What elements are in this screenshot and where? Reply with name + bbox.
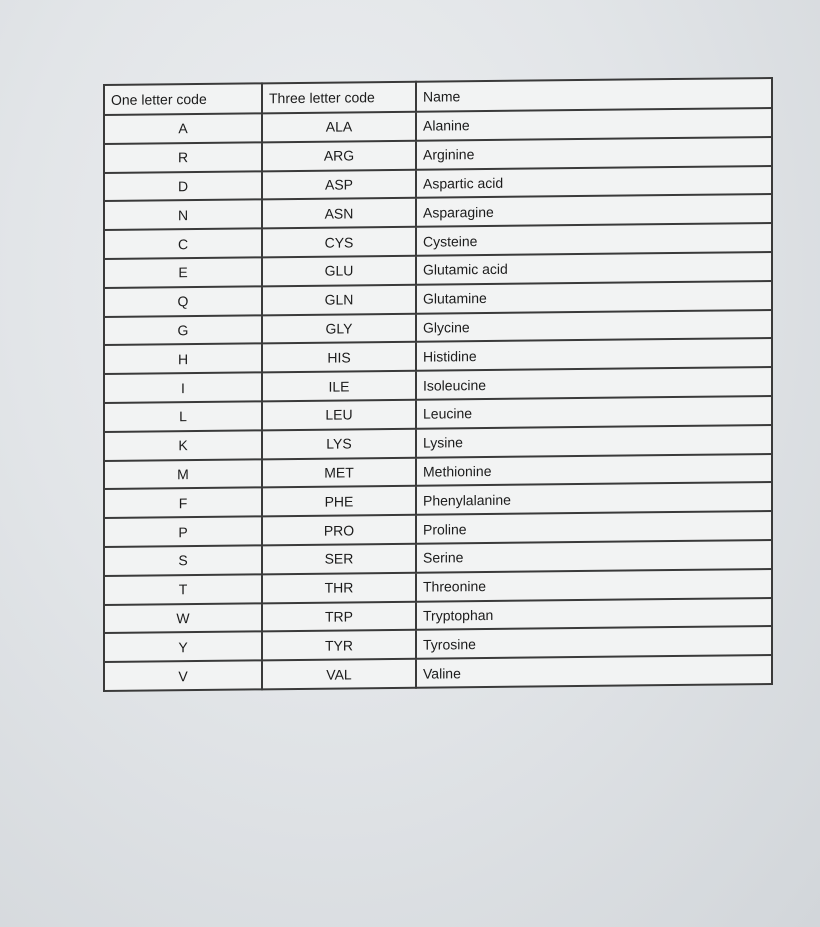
cell-three-letter-code: PRO [262, 515, 416, 545]
cell-three-letter-code: THR [262, 572, 416, 602]
cell-three-letter-code: CYS [262, 227, 416, 257]
amino-acid-table-container [103, 77, 773, 692]
cell-three-letter-code: TRP [262, 601, 416, 631]
cell-one-letter-code: Q [104, 286, 262, 316]
cell-name: Alanine [416, 108, 772, 141]
cell-one-letter-code: C [104, 229, 262, 259]
cell-three-letter-code: GLU [262, 256, 416, 286]
cell-three-letter-code: ILE [262, 371, 416, 401]
cell-name: Glutamic acid [416, 252, 772, 285]
amino-acid-table [103, 77, 773, 692]
cell-name: Serine [416, 540, 772, 573]
cell-three-letter-code: ASN [262, 198, 416, 228]
cell-one-letter-code: T [104, 574, 262, 604]
cell-one-letter-code: K [104, 430, 262, 460]
cell-three-letter-code: ASP [262, 169, 416, 199]
cell-three-letter-code: ALA [262, 112, 416, 142]
cell-one-letter-code: R [104, 142, 262, 172]
cell-one-letter-code: W [104, 603, 262, 633]
cell-one-letter-code: N [104, 200, 262, 230]
cell-one-letter-code: E [104, 257, 262, 287]
header-name: Name [416, 78, 772, 112]
cell-three-letter-code: MET [262, 457, 416, 487]
cell-one-letter-code: A [104, 113, 262, 143]
cell-one-letter-code: I [104, 373, 262, 403]
cell-three-letter-code: GLN [262, 285, 416, 315]
cell-name: Proline [416, 511, 772, 544]
cell-three-letter-code: PHE [262, 486, 416, 516]
cell-name: Phenylalanine [416, 482, 772, 515]
cell-name: Tyrosine [416, 626, 772, 659]
cell-three-letter-code: SER [262, 544, 416, 574]
cell-name: Aspartic acid [416, 166, 772, 199]
cell-one-letter-code: F [104, 488, 262, 518]
cell-one-letter-code: H [104, 344, 262, 374]
cell-one-letter-code: S [104, 545, 262, 575]
cell-three-letter-code: GLY [262, 313, 416, 343]
cell-name: Histidine [416, 338, 772, 371]
cell-name: Tryptophan [416, 598, 772, 631]
cell-three-letter-code: HIS [262, 342, 416, 372]
cell-three-letter-code: LEU [262, 400, 416, 430]
cell-name: Cysteine [416, 223, 772, 256]
cell-one-letter-code: G [104, 315, 262, 345]
cell-name: Lysine [416, 425, 772, 458]
cell-name: Valine [416, 655, 772, 688]
cell-one-letter-code: V [104, 660, 262, 691]
cell-three-letter-code: TYR [262, 630, 416, 660]
cell-name: Leucine [416, 396, 772, 429]
cell-name: Threonine [416, 569, 772, 602]
cell-three-letter-code: ARG [262, 141, 416, 171]
table-row [104, 655, 772, 691]
cell-name: Isoleucine [416, 367, 772, 400]
cell-one-letter-code: Y [104, 632, 262, 662]
cell-name: Methionine [416, 454, 772, 487]
cell-one-letter-code: P [104, 516, 262, 546]
cell-name: Glycine [416, 310, 772, 343]
cell-name: Asparagine [416, 194, 772, 227]
cell-three-letter-code: LYS [262, 428, 416, 458]
header-one-letter-code: One letter code [104, 83, 262, 115]
cell-name: Arginine [416, 137, 772, 170]
cell-one-letter-code: D [104, 171, 262, 201]
cell-one-letter-code: M [104, 459, 262, 489]
cell-three-letter-code: VAL [262, 659, 416, 689]
header-three-letter-code: Three letter code [262, 82, 416, 114]
cell-one-letter-code: L [104, 401, 262, 431]
cell-name: Glutamine [416, 281, 772, 314]
